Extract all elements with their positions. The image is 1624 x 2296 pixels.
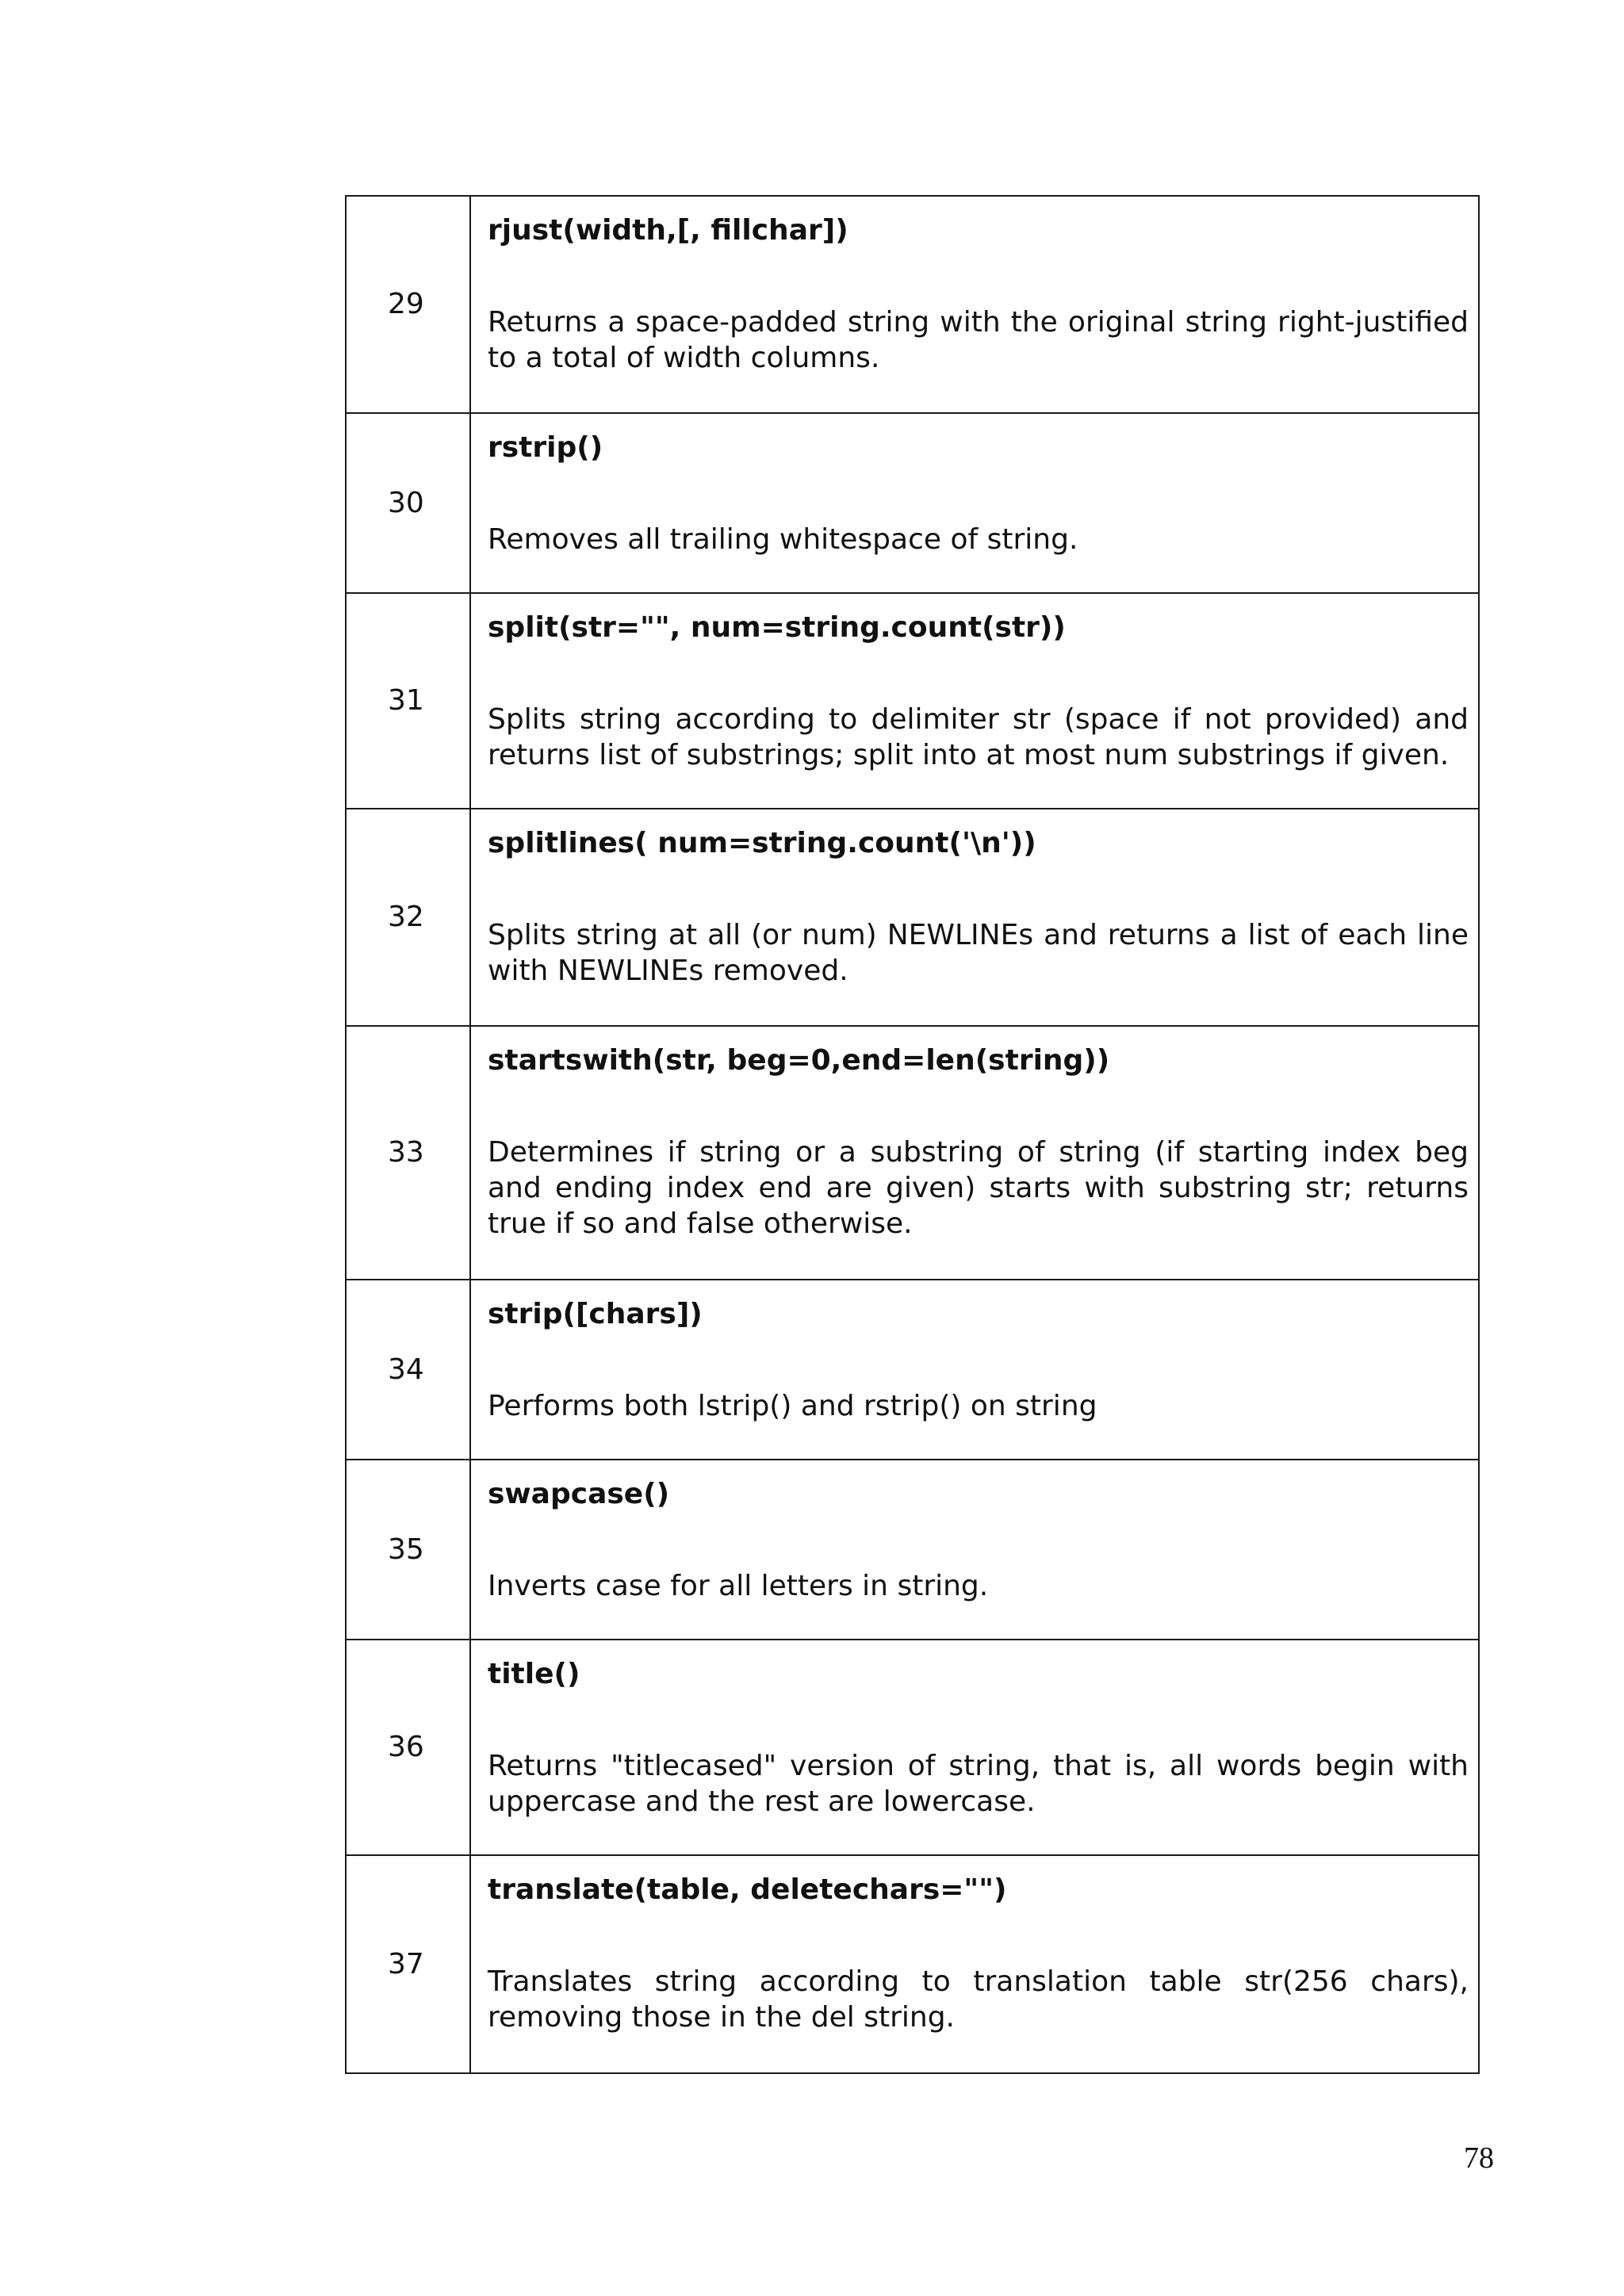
row-number: 29 <box>346 196 470 413</box>
method-description: Inverts case for all letters in string. <box>488 1570 989 1602</box>
method-description: Splits string according to delimiter str (space if not provided) and returns list of substrings; split into at most num substrings if given. <box>488 703 1469 771</box>
method-description: Translates string according to translation table str(256 chars), removing those in the del string. <box>488 1965 1469 2034</box>
method-description: Determines if string or a substring of string (if starting index beg and ending index end are given) starts with substring str; returns true if so and false otherwise. <box>488 1136 1469 1240</box>
table-row <box>346 1460 1479 1640</box>
method-cell <box>470 809 1479 1026</box>
row-number: 32 <box>346 809 470 1026</box>
method-cell <box>470 1280 1479 1460</box>
method-cell <box>470 593 1479 809</box>
method-cell <box>470 413 1479 593</box>
table-row <box>346 1280 1479 1460</box>
row-number: 35 <box>346 1460 470 1640</box>
table-row <box>346 809 1479 1026</box>
method-name: rjust(width,[, fillchar]) <box>488 214 848 247</box>
table-row <box>346 593 1479 809</box>
method-cell <box>470 196 1479 413</box>
table-row <box>346 413 1479 593</box>
page-number: 78 <box>1464 2141 1494 2175</box>
method-name: splitlines( num=string.count('\n')) <box>488 827 1036 859</box>
method-description: Performs both lstrip() and rstrip() on string <box>488 1390 1097 1422</box>
method-name: strip([chars]) <box>488 1298 703 1330</box>
row-number: 33 <box>346 1026 470 1280</box>
row-number: 31 <box>346 593 470 809</box>
method-description: Returns "titlecased" version of string, that is, all words begin with uppercase and the rest are lowercase. <box>488 1750 1469 1818</box>
table-row <box>346 1026 1479 1280</box>
method-name: translate(table, deletechars="") <box>488 1873 1007 1906</box>
method-description: Removes all trailing whitespace of string. <box>488 523 1078 556</box>
row-number: 34 <box>346 1280 470 1460</box>
row-number: 36 <box>346 1640 470 1855</box>
method-name: startswith(str, beg=0,end=len(string)) <box>488 1044 1110 1077</box>
method-description: Splits string at all (or num) NEWLINEs and returns a list of each line with NEWLINEs removed. <box>488 919 1469 987</box>
method-name: split(str="", num=string.count(str)) <box>488 611 1066 644</box>
row-number: 37 <box>346 1855 470 2073</box>
method-name: title() <box>488 1658 580 1690</box>
table-row <box>346 196 1479 413</box>
method-cell <box>470 1640 1479 1855</box>
string-methods-table <box>345 195 1480 2074</box>
method-cell <box>470 1026 1479 1280</box>
method-cell <box>470 1855 1479 2073</box>
table-row <box>346 1855 1479 2073</box>
row-number: 30 <box>346 413 470 593</box>
method-name: rstrip() <box>488 431 603 464</box>
table-row <box>346 1640 1479 1855</box>
method-cell <box>470 1460 1479 1640</box>
method-name: swapcase() <box>488 1478 670 1510</box>
method-description: Returns a space-padded string with the original string right-justified to a total of width columns. <box>488 306 1469 374</box>
